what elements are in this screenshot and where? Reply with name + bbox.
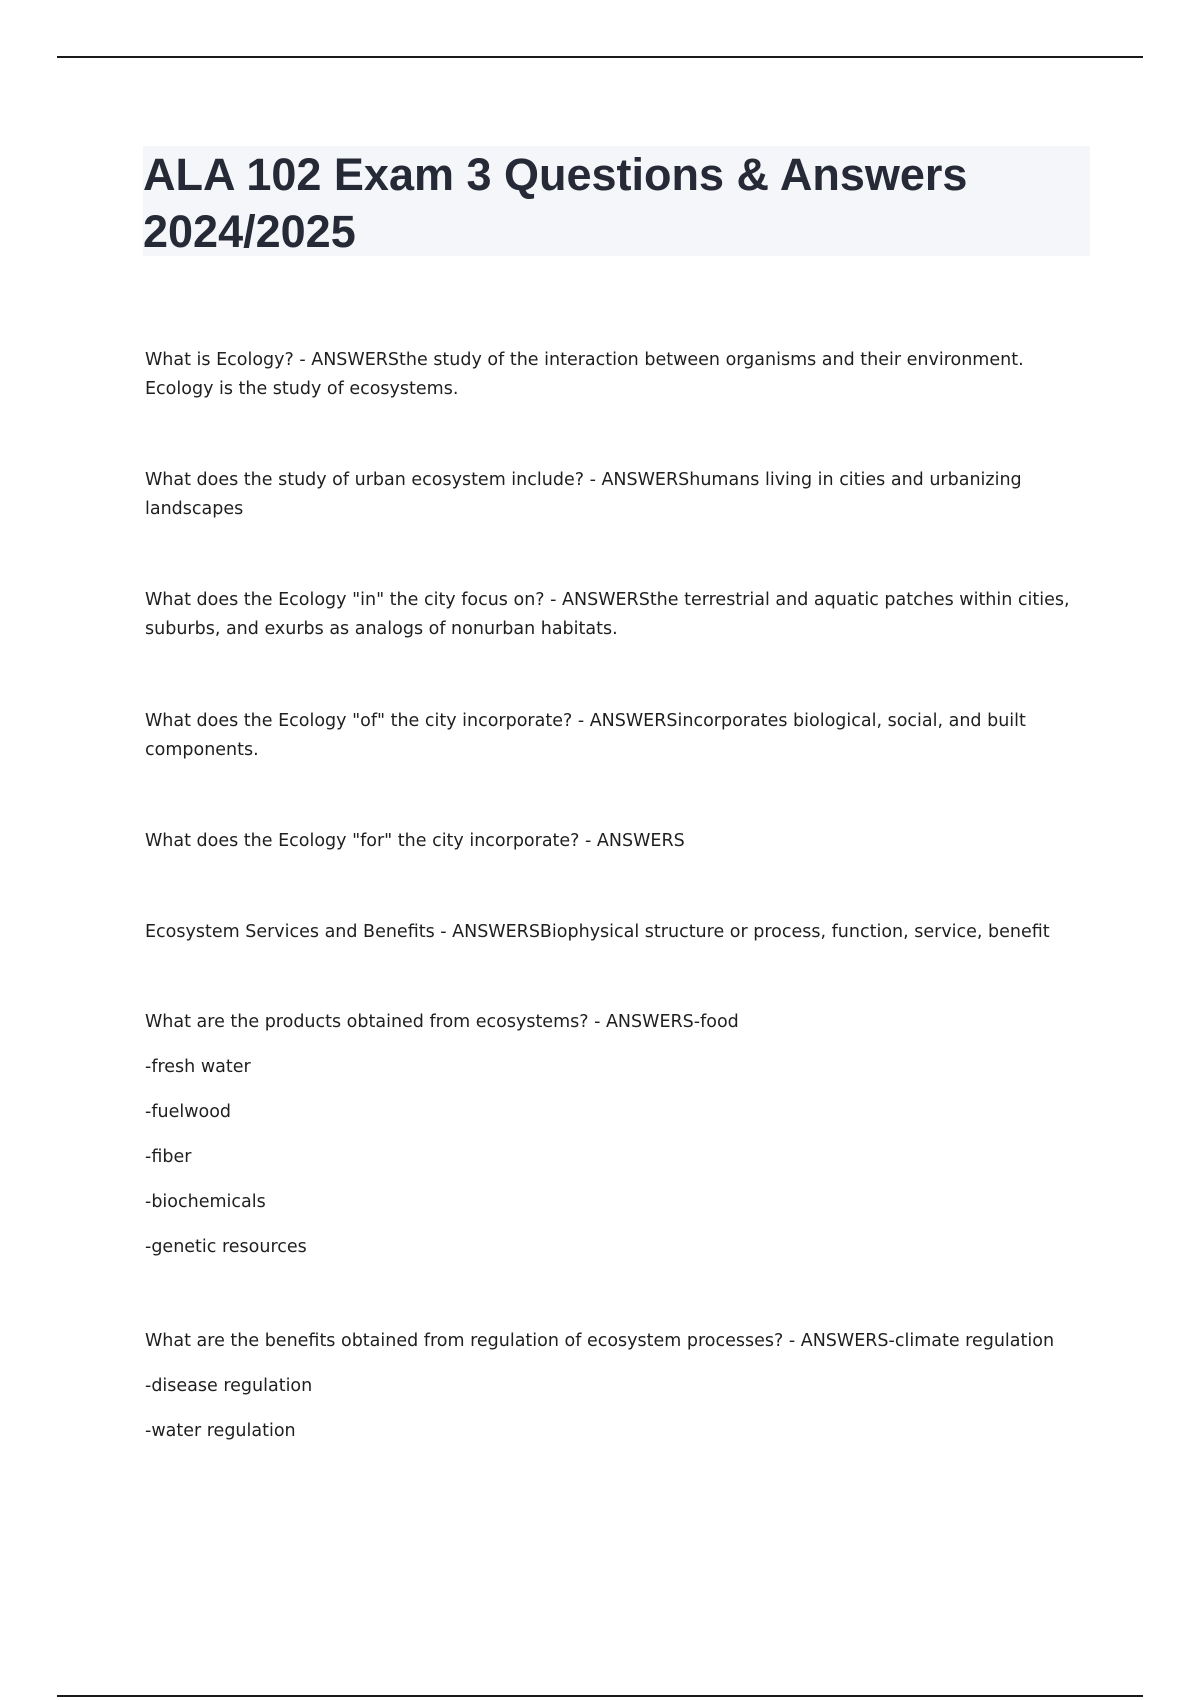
list-item: -fuelwood <box>145 1102 232 1122</box>
qa-text: What does the Ecology "for" the city incorporate? - ANSWERS <box>145 831 685 851</box>
list-item: -fresh water <box>145 1057 251 1077</box>
document-title: ALA 102 Exam 3 Questions & Answers 2024/2025 <box>143 149 968 257</box>
list-item: -biochemicals <box>145 1192 266 1212</box>
qa-text: What does the Ecology "of" the city incorporate? - ANSWERSincorporates biological, social, and built components. <box>145 711 1026 760</box>
qa-text: What is Ecology? - ANSWERSthe study of the interaction between organisms and their environment. Ecology is the study of ecosystems. <box>145 350 1024 399</box>
title-block <box>143 146 1090 256</box>
qa-item <box>145 1327 1054 1446</box>
list-item: -water regulation <box>145 1421 296 1441</box>
top-rule <box>57 56 1143 58</box>
qa-item <box>145 346 1095 404</box>
bottom-rule <box>57 1695 1143 1697</box>
qa-text: What does the study of urban ecosystem include? - ANSWERShumans living in cities and urbanizing landscapes <box>145 470 1022 519</box>
qa-text: What are the products obtained from ecosystems? - ANSWERS-food <box>145 1012 739 1032</box>
list-item: -disease regulation <box>145 1376 313 1396</box>
qa-item <box>145 707 1095 765</box>
qa-item <box>145 1008 739 1262</box>
qa-text: What does the Ecology "in" the city focus on? - ANSWERSthe terrestrial and aquatic patches within cities, suburbs, and exurbs as analogs of nonurban habitats. <box>145 590 1070 639</box>
list-item: -genetic resources <box>145 1237 307 1257</box>
qa-item <box>145 827 685 856</box>
qa-text: What are the benefits obtained from regulation of ecosystem processes? - ANSWERS-climate regulation <box>145 1331 1055 1351</box>
qa-item <box>145 466 1095 524</box>
list-item: -fiber <box>145 1147 192 1167</box>
qa-item <box>145 918 1050 947</box>
qa-item <box>145 586 1095 644</box>
qa-text: Ecosystem Services and Benefits - ANSWERSBiophysical structure or process, function, service, benefit <box>145 922 1050 942</box>
